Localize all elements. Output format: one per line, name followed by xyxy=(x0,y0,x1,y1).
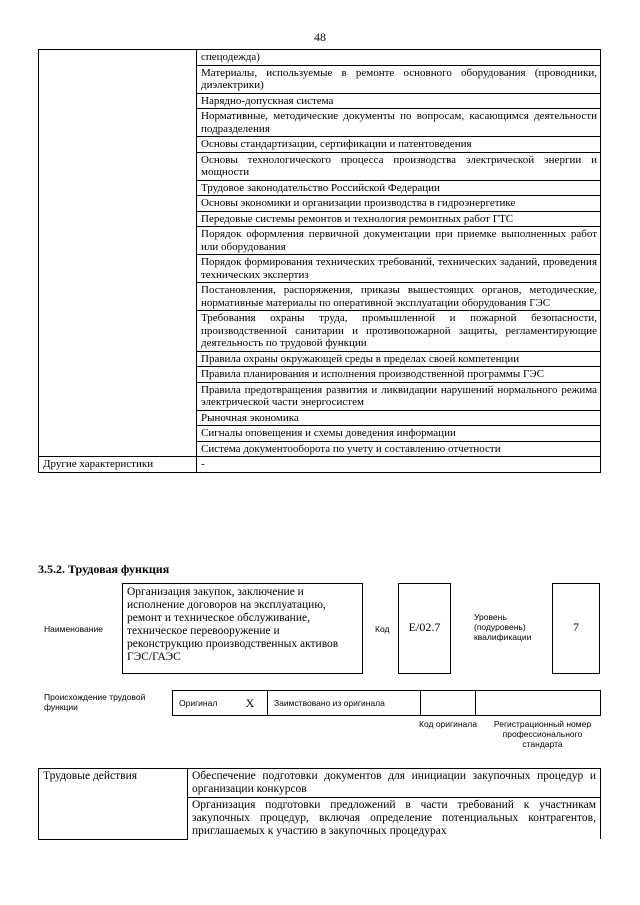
knowledge-item: Система документооборота по учету и составлению отчетности xyxy=(197,441,601,457)
knowledge-table xyxy=(38,49,601,473)
caption-code-original: Код оригинала xyxy=(419,719,477,729)
code-label: Код xyxy=(375,624,390,634)
knowledge-item: Правила планирования и исполнения производственной программы ГЭС xyxy=(197,367,601,383)
knowledge-item: Основы технологического процесса производства электрической энергии и мощности xyxy=(197,152,601,180)
caption-reg-number: Регистрационный номер профессионального стандарта xyxy=(493,719,592,749)
knowledge-item: Сигналы оповещения и схемы доведения информации xyxy=(197,426,601,442)
knowledge-label-cell xyxy=(39,50,197,457)
origin-borrowed-cell: Заимствовано из оригинала xyxy=(268,691,421,716)
knowledge-item: Правила предотвращения развития и ликвидации нарушений нормального режима электрической части энергосистем xyxy=(197,382,601,410)
page-number: 48 xyxy=(314,30,326,44)
section-title: 3.5.2. Трудовая функция xyxy=(38,562,170,576)
knowledge-item: Материалы, используемые в ремонте основного оборудования (проводники, диэлектрики) xyxy=(197,65,601,93)
knowledge-item: спецодежда) xyxy=(197,50,601,66)
knowledge-item: Требования охраны труда, промышленной и пожарной безопасности, производственной санитарии и противопожарной защиты, регламентирующие деятельность по трудовой функции xyxy=(197,311,601,352)
labor-action-item: Обеспечение подготовки документов для инициации закупочных процедур и организации конкурсов xyxy=(188,769,601,798)
origin-table xyxy=(172,690,601,716)
labor-action-item: Организация подготовки предложений в части требований к участникам закупочных процедур, включая определение потенциальных контрагентов, приглашаемых к участию в закупочных процедурах xyxy=(188,798,601,840)
labor-actions-label: Трудовые действия xyxy=(39,769,188,840)
knowledge-item: Постановления, распоряжения, приказы вышестоящих органов, методические, нормативные материалы по оперативной эксплуатации оборудования ГЭС xyxy=(197,283,601,311)
function-name-box: Организация закупок, заключение и исполнение договоров на эксплуатацию, ремонт и техническое обслуживание, техническое перевооружение и реконструкцию производственных активов ГЭС/ГАЭС xyxy=(122,583,363,674)
knowledge-item: Правила охраны окружающей среды в пределах своей компетенции xyxy=(197,351,601,367)
origin-original-cell: Оригинал xyxy=(173,691,234,716)
knowledge-item: Порядок формирования технических требований, технических заданий, проведения технических экспертиз xyxy=(197,255,601,283)
origin-code-cell xyxy=(421,691,476,716)
level-label: Уровень (подуровень) квалификации xyxy=(474,612,532,642)
code-value-box: E/02.7 xyxy=(398,583,451,674)
knowledge-item: Основы экономики и организации производства в гидроэнергетике xyxy=(197,196,601,212)
knowledge-item: Нормативные, методические документы по вопросам, касающимся деятельности подразделения xyxy=(197,109,601,137)
knowledge-item: Основы стандартизации, сертификации и патентоведения xyxy=(197,137,601,153)
labor-actions-table xyxy=(38,768,601,840)
other-characteristics-value: - xyxy=(197,457,601,473)
origin-reg-cell xyxy=(476,691,601,716)
origin-label: Происхождение трудовой функции xyxy=(44,692,146,712)
level-value-box: 7 xyxy=(552,583,600,674)
table-row xyxy=(39,50,601,66)
table-row xyxy=(39,457,601,473)
knowledge-item: Передовые системы ремонтов и технология ремонтных работ ГТС xyxy=(197,211,601,227)
origin-mark-cell: X xyxy=(233,691,268,716)
other-characteristics-label: Другие характеристики xyxy=(39,457,197,473)
knowledge-item: Нарядно-допускная система xyxy=(197,93,601,109)
knowledge-item: Порядок оформления первичной документации при приемке выполненных работ или оборудования xyxy=(197,227,601,255)
name-label: Наименование xyxy=(44,624,103,634)
table-row xyxy=(39,769,601,798)
knowledge-item: Трудовое законодательство Российской Федерации xyxy=(197,180,601,196)
knowledge-item: Рыночная экономика xyxy=(197,410,601,426)
